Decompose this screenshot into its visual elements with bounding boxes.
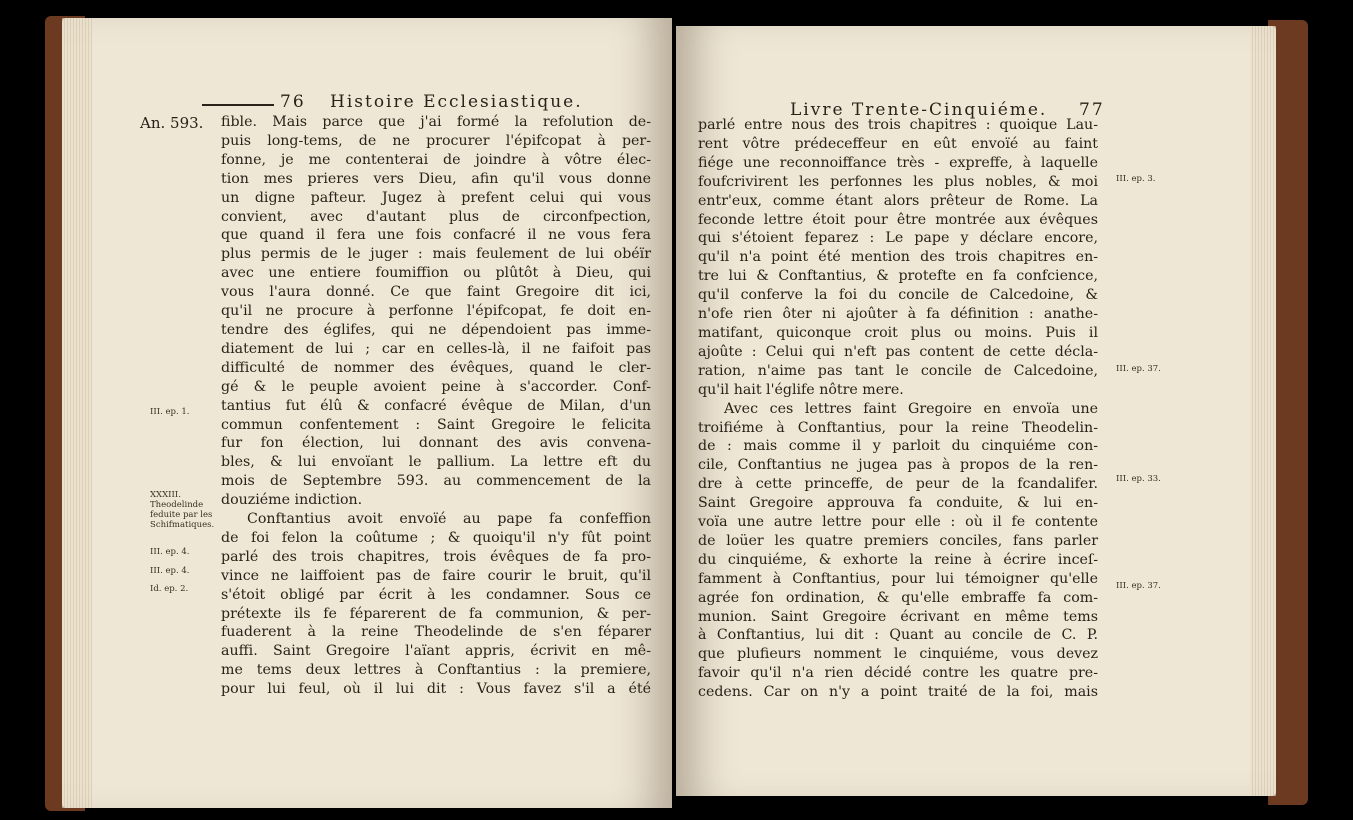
right-running-head: Livre Trente-Cinquiéme. xyxy=(790,100,1048,120)
text-line: qu'il n'a point été mention des trois chapitres en- xyxy=(698,249,1098,266)
text-line: cedens. Car on n'y a point traité de la foi, mais xyxy=(698,684,1098,701)
text-line: tendre des églifes, qui ne dépendoient pas imme- xyxy=(221,321,651,338)
text-line: qu'il ne procure à perfonne l'épifcopat, fe doit en- xyxy=(221,303,651,320)
margin-note: III. ep. 1. xyxy=(150,407,190,417)
margin-note: Schifmatiques. xyxy=(150,520,215,530)
text-line: agrée fon ordination, & qu'elle embraffe fa com- xyxy=(698,589,1098,606)
text-line: tantius fut élû & confacré évêque de Milan, d'un xyxy=(221,397,651,414)
text-line: rent vôtre prédeceffeur en eût envoïé au faint xyxy=(698,135,1098,152)
text-line: ration, n'aime pas tant le concile de Calcedoine, xyxy=(698,362,1098,379)
text-line: me tems deux lettres à Conftantius : la premiere, xyxy=(221,662,651,679)
text-line: à Conftantius, lui dit : Quant au concile de C. P. xyxy=(698,627,1098,644)
right-page-number: 77 xyxy=(1079,100,1105,120)
text-line: Conftantius avoit envoïé au pape fa confeffion xyxy=(247,511,651,528)
text-line: puis long-tems, de ne procurer l'épifcopat à per- xyxy=(221,132,651,149)
text-line: vous l'aura donné. Ce que faint Gregoire dit ici, xyxy=(221,284,651,301)
text-line: gé & le peuple avoient peine à s'accorder. Conf- xyxy=(221,378,651,395)
margin-note: XXXIII. xyxy=(150,490,181,500)
year-label: An. 593. xyxy=(140,114,204,132)
margin-note: III. ep. 3. xyxy=(1116,174,1156,184)
text-line: Saint Gregoire approuva fa conduite, & lui en- xyxy=(698,495,1098,512)
margin-note: III. ep. 33. xyxy=(1116,474,1161,484)
text-line: prétexte ils fe féparerent de fa communion, & per- xyxy=(221,605,651,622)
text-line: que plufieurs nomment le cinquiéme, vous devez xyxy=(698,646,1098,663)
left-page-number: 76 xyxy=(280,92,306,112)
text-line: ajoûte : Celui qui n'eft pas content de cette décla- xyxy=(698,343,1098,360)
text-line: favoir qu'il n'a rien décidé contre les quatre pre- xyxy=(698,665,1098,682)
margin-note: III. ep. 4. xyxy=(150,547,190,557)
text-line: fuaderent à la reine Theodelinde de s'en féparer xyxy=(221,624,651,641)
text-line: de : mais comme il y parloit du cinquiéme con- xyxy=(698,438,1098,455)
text-line: mois de Septembre 593. au commencement de la xyxy=(221,473,651,490)
margin-note: III. ep. 37. xyxy=(1116,364,1161,374)
text-line: feconde lettre étoit pour être montrée aux évêques xyxy=(698,211,1098,228)
text-line: un digne pafteur. Jugez à prefent celui qui vous xyxy=(221,189,651,206)
text-line: convient, avec d'autant plus de circonfpection, xyxy=(221,208,651,225)
left-running-head: Histoire Ecclesiastique. xyxy=(330,92,583,112)
text-line: de foi felon la coûtume ; & quoiqu'il n'y fût point xyxy=(221,529,651,546)
text-line: auffi. Saint Gregoire l'aïant appris, écrivit en mê- xyxy=(221,643,651,660)
text-line: diatement de lui ; car en celles-là, il ne faifoit pas xyxy=(221,340,651,357)
text-line: du cinquiéme, & exhorte la reine à écrire inceſ- xyxy=(698,551,1098,568)
text-line: fible. Mais parce que j'ai formé la refolution de- xyxy=(221,114,651,130)
text-line: qu'il hait l'églife nôtre mere. xyxy=(698,381,904,398)
text-line: vince ne laiffoient pas de faire courir le bruit, qu'il xyxy=(221,567,651,584)
margin-note: III. ep. 4. xyxy=(150,566,190,576)
margin-note: III. ep. 37. xyxy=(1116,581,1161,591)
text-line: qu'il conferve la foi du concile de Calcedoine, & xyxy=(698,287,1098,304)
text-line: famment à Conftantius, pour lui témoigner qu'elle xyxy=(698,570,1098,587)
page-edges-right xyxy=(1250,26,1276,796)
text-line: troifiéme à Conftantius, pour la reine Theodelin- xyxy=(698,419,1098,436)
page-edges-left xyxy=(62,18,92,808)
text-line: pour lui feul, où il lui dit : Vous favez s'il a été xyxy=(221,681,651,698)
text-line: qui s'étoient feparez : Le pape y déclare encore, xyxy=(698,230,1098,247)
right-body-text xyxy=(698,116,1098,702)
text-line: n'ofe rien ôter ni ajoûter à fa définition : anathe- xyxy=(698,306,1098,323)
right-page xyxy=(676,26,1276,796)
text-line: difficulté de nommer des évêques, quand le cler- xyxy=(221,359,651,376)
text-line: voïa une autre lettre pour elle : où il fe contente xyxy=(698,514,1098,531)
text-line: bles, & lui envoïant le pallium. La lettre eft du xyxy=(221,454,651,471)
text-line: fiége une reconnoiffance très - expreffe, à laquelle xyxy=(698,154,1098,171)
text-line: s'étoit obligé par écrit à les condamner. Sous ce xyxy=(221,586,651,603)
text-line: Avec ces lettres faint Gregoire en envoïa une xyxy=(724,400,1098,417)
text-line: parlé entre nous des trois chapitres : quoique Lau- xyxy=(698,117,1098,133)
left-page xyxy=(62,18,672,808)
text-line: avec une entiere foumiffion ou plûtôt à Dieu, qui xyxy=(221,265,651,282)
text-line: dre à cette princeffe, de peur de la fcandalifer. xyxy=(698,476,1098,493)
text-line: douziéme indiction. xyxy=(221,492,363,509)
text-line: commun confentement : Saint Gregoire le felicita xyxy=(221,416,651,433)
text-line: plus permis de le juger : mais feulement de lui obéïr xyxy=(221,246,651,263)
text-line: de loüer les quatre premiers conciles, fans parler xyxy=(698,532,1098,549)
text-line: entr'eux, comme étant alors prêteur de Rome. La xyxy=(698,192,1098,209)
text-line: cile, Conftantius ne jugea pas à propos de la ren- xyxy=(698,457,1098,474)
text-line: munion. Saint Gregoire écrivant en même tems xyxy=(698,608,1098,625)
margin-note: Theodelinde xyxy=(150,500,204,510)
text-line: fur fon élection, lui donnant des avis convena- xyxy=(221,435,651,452)
text-line: tion mes prieres vers Dieu, afin qu'il vous donne xyxy=(221,170,651,187)
text-line: tre lui & Conftantius, & protefte en fa confcience, xyxy=(698,268,1098,285)
header-rule xyxy=(202,104,274,106)
text-line: que quand il fera une fois confacré il ne vous fera xyxy=(221,227,651,244)
text-line: fonne, je me contenterai de joindre à vôtre élec- xyxy=(221,151,651,168)
text-line: foufcrivirent les perfonnes les plus nobles, & moi xyxy=(698,173,1098,190)
text-line: parlé des trois chapitres, trois évêques de fa pro- xyxy=(221,548,651,565)
margin-note: feduite par les xyxy=(150,510,213,520)
text-line: matifant, quiconque croit plus ou moins. Puis il xyxy=(698,324,1098,341)
margin-note: Id. ep. 2. xyxy=(150,584,189,594)
left-body-text xyxy=(221,113,651,699)
